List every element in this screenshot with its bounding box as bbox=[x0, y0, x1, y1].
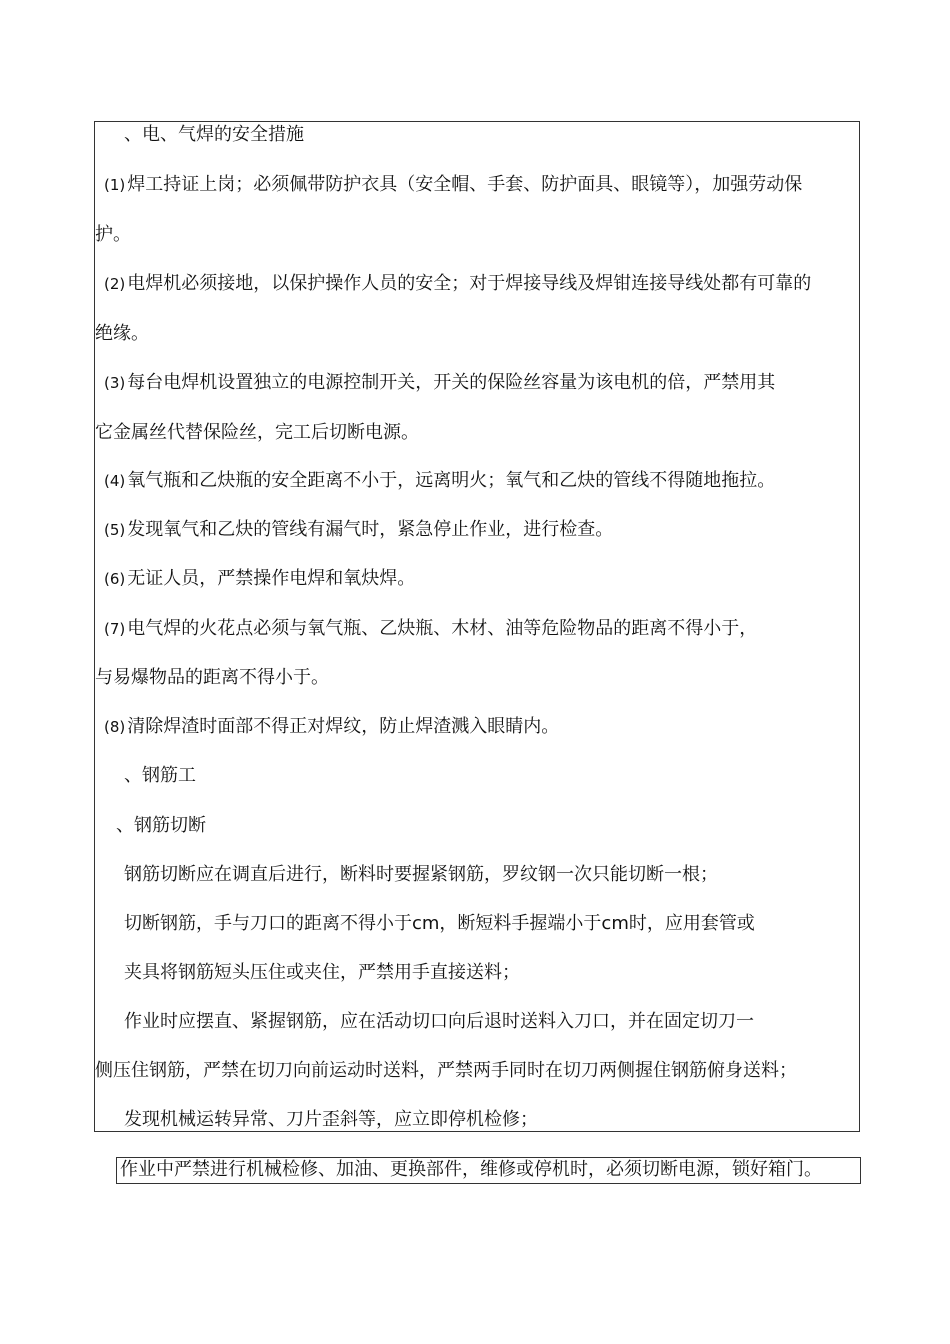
rebar-heading: 、钢筋工 bbox=[124, 765, 196, 786]
item-number: (7) bbox=[104, 620, 126, 638]
item-number: (1) bbox=[104, 176, 126, 194]
rebar-line-3: 夹具将钢筋短头压住或夹住，严禁用手直接送料； bbox=[124, 962, 520, 983]
item-text: 氧气瓶和乙炔瓶的安全距离不小于，远离明火；氧气和乙炔的管线不得随地拖拉。 bbox=[127, 470, 776, 491]
item-number: (8) bbox=[104, 718, 126, 736]
rebar-line-2: 切断钢筋，手与刀口的距离不得小于cm，断短料手握端小于cm时，应用套管或 bbox=[124, 913, 755, 934]
item-number: (6) bbox=[104, 570, 126, 588]
welding-item-1 bbox=[104, 173, 802, 197]
welding-item-2 bbox=[104, 272, 811, 296]
footer-text: 作业中严禁进行机械检修、加油、更换部件，维修或停机时，必须切断电源，锁好箱门。 bbox=[120, 1159, 822, 1180]
welding-item-3-continuation: 它金属丝代替保险丝，完工后切断电源。 bbox=[95, 422, 419, 443]
welding-heading: 、电、气焊的安全措施 bbox=[124, 124, 304, 145]
welding-item-7-continuation: 与易爆物品的距离不得小于。 bbox=[95, 667, 329, 688]
item-number: (2) bbox=[104, 275, 126, 293]
rebar-line-1: 钢筋切断应在调直后进行，断料时要握紧钢筋，罗纹钢一次只能切断一根； bbox=[124, 864, 718, 885]
item-text: 焊工持证上岗；必须佩带防护衣具（安全帽、手套、防护面具、眼镜等），加强劳动保 bbox=[127, 174, 803, 195]
welding-item-2-continuation: 绝缘。 bbox=[95, 323, 149, 344]
item-number: (4) bbox=[104, 472, 126, 490]
item-text: 电焊机必须接地，以保护操作人员的安全；对于焊接导线及焊钳连接导线处都有可靠的 bbox=[127, 273, 812, 294]
item-text: 清除焊渣时面部不得正对焊纹，防止焊渣溅入眼睛内。 bbox=[127, 716, 560, 737]
welding-item-3 bbox=[104, 371, 775, 395]
rebar-line-6: 发现机械运转异常、刀片歪斜等，应立即停机检修； bbox=[124, 1109, 538, 1130]
item-number: (3) bbox=[104, 374, 126, 392]
rebar-subheading: 、钢筋切断 bbox=[116, 815, 206, 836]
item-number: (5) bbox=[104, 521, 126, 539]
item-text: 电气焊的火花点必须与氧气瓶、乙炔瓶、木材、油等危险物品的距离不得小于， bbox=[127, 618, 758, 639]
item-text: 无证人员，严禁操作电焊和氧炔焊。 bbox=[127, 568, 416, 589]
item-text: 每台电焊机设置独立的电源控制开关，开关的保险丝容量为该电机的倍，严禁用其 bbox=[127, 372, 776, 393]
welding-item-1-continuation: 护。 bbox=[95, 224, 131, 245]
welding-item-5 bbox=[104, 518, 613, 542]
welding-item-8 bbox=[104, 715, 559, 739]
welding-item-6 bbox=[104, 567, 415, 591]
welding-item-7 bbox=[104, 617, 757, 641]
item-text: 发现氧气和乙炔的管线有漏气时，紧急停止作业，进行检查。 bbox=[127, 519, 614, 540]
rebar-line-5: 侧压住钢筋，严禁在切刀向前运动时送料，严禁两手同时在切刀两侧握住钢筋俯身送料； bbox=[95, 1060, 797, 1081]
welding-item-4 bbox=[104, 469, 775, 493]
rebar-line-4: 作业时应摆直、紧握钢筋，应在活动切口向后退时送料入刀口，并在固定切刀一 bbox=[124, 1011, 754, 1032]
